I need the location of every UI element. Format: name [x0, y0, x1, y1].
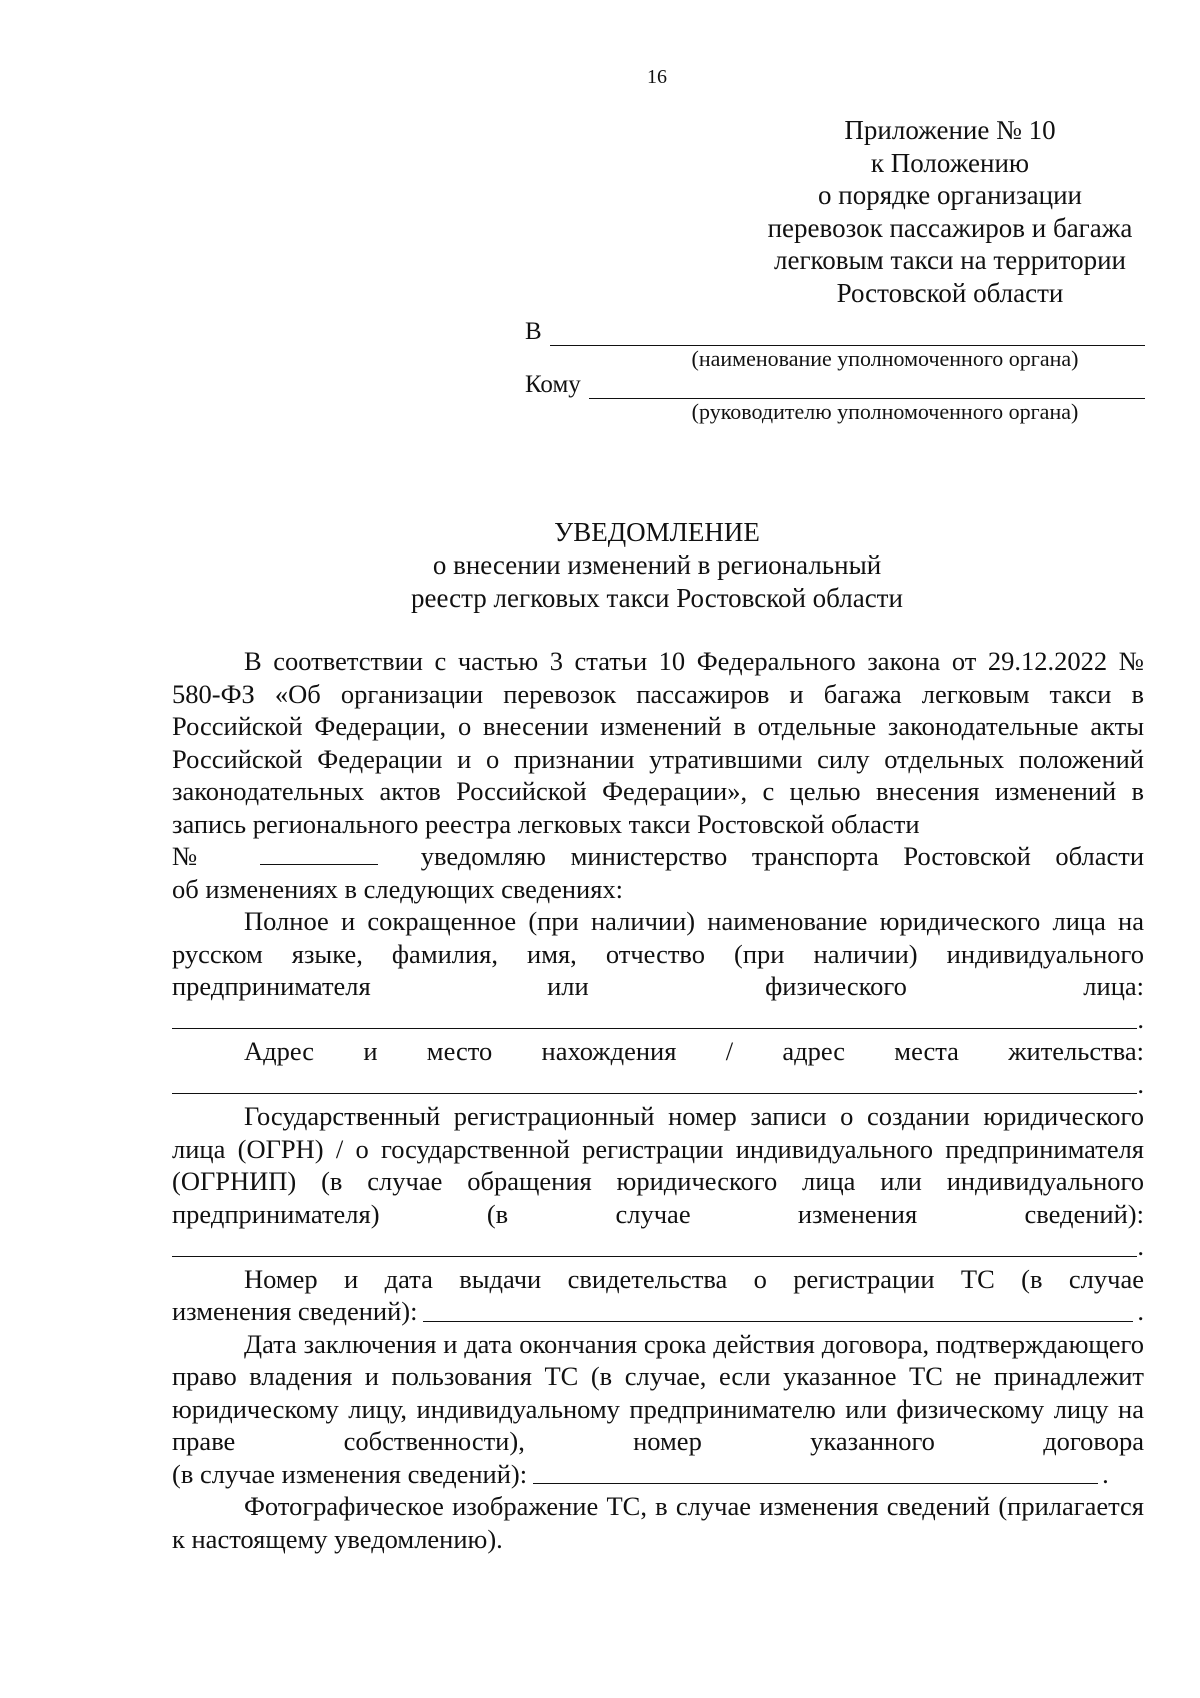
notify-text: уведомляю министерство транспорта Ростовской области: [420, 841, 1145, 871]
document-subtitle: о внесении изменений в региональный: [432, 550, 882, 580]
appendix-line: перевозок пассажиров и багажа: [767, 212, 1133, 243]
appendix-line: о порядке организации: [818, 180, 1082, 210]
paragraph-photo: Фотографическое изображение ТС, в случае изменения сведений (прилагается к настоящему уведомлению).: [172, 1491, 1144, 1554]
addressee-block-whom: [525, 371, 1145, 425]
registration-certificate-line: [172, 1295, 1144, 1328]
number-sign: №: [172, 841, 216, 871]
paragraph-contract: Дата заключения и дата окончания срока действия договора, подтверждающего право владения и пользования ТС (в случае, если указанное ТС не принадлежит юридическому лицу, индивидуальному предпринимателю или физическому лицу на праве собственности), номер указанного договора: [172, 1328, 1144, 1456]
authority-caption: (наименование уполномоченного органа): [691, 346, 1079, 371]
to-label: В: [525, 318, 542, 345]
notice-body: [172, 645, 1144, 1555]
appendix-line: Приложение № 10: [844, 115, 1056, 145]
page-number: 16: [647, 66, 667, 88]
appendix-line: Ростовской области: [836, 277, 1064, 308]
document-title: УВЕДОМЛЕНИЕ: [554, 517, 760, 547]
registry-number-field[interactable]: [260, 864, 378, 865]
paragraph-legal-basis: В соответствии с частью 3 статьи 10 Федерального закона от 29.12.2022 № 580-ФЗ «Об организации перевозок пассажиров и багажа легковым такси в Российской Федерации, о внесении изменений в отдельные законодательные акты Российской Федерации и о признании утратившими силу отдельных положений законодательных актов Российской Федерации», с целью внесения изменений в запись регионального реестра легковых такси Ростовской области: [172, 646, 1144, 839]
addressee-block-to: [525, 318, 1145, 372]
paragraph-ogrn: Государственный регистрационный номер записи о создании юридического лица (ОГРН) / о государственной регистрации индивидуального предпринимателя (ОГРНИП) (в случае обращения юридического лица или индивидуального предпринимателя) (в случае изменения сведений):: [172, 1101, 1144, 1229]
contract-field[interactable]: [533, 1483, 1098, 1484]
address-field[interactable]: [172, 1093, 1137, 1094]
whom-label: Кому: [525, 371, 581, 398]
entity-name-line: [172, 1003, 1144, 1036]
paragraph-entity-name: Полное и сокращенное (при наличии) наименование юридического лица на русском языке, фамилия, имя, отчество (при наличии) индивидуального предпринимателя или физического лица:: [172, 906, 1144, 1001]
period: .: [1137, 1068, 1144, 1099]
registry-number-line: [172, 840, 1144, 873]
paragraph-end: об изменениях в следующих сведениях:: [172, 873, 624, 904]
registration-certificate-field[interactable]: [423, 1321, 1133, 1322]
paragraph-end: (в случае изменения сведений):: [172, 1458, 528, 1489]
period: .: [1137, 1231, 1144, 1261]
document-heading: [0, 516, 1200, 615]
head-caption: (руководителю уполномоченного органа): [691, 399, 1079, 424]
document-subtitle: реестр легковых такси Ростовской области: [411, 583, 903, 613]
authority-name-field[interactable]: [550, 321, 1145, 346]
appendix-line: легковым такси на территории: [773, 245, 1126, 275]
entity-name-field[interactable]: [172, 1028, 1137, 1029]
period: .: [1102, 1458, 1109, 1489]
appendix-line: к Положению: [870, 147, 1030, 178]
contract-line: [172, 1458, 1144, 1491]
head-line: [525, 371, 1145, 399]
appendix-reference: [740, 114, 1160, 309]
address-line: [172, 1068, 1144, 1101]
period: .: [1137, 1296, 1144, 1326]
ogrn-field[interactable]: [172, 1256, 1137, 1257]
authority-head-field[interactable]: [589, 374, 1145, 399]
paragraph-end: изменения сведений):: [172, 1296, 418, 1326]
authority-line: [525, 318, 1145, 346]
paragraph-registration-certificate: Номер и дата выдачи свидетельства о регистрации ТС (в случае: [244, 1263, 1144, 1294]
paragraph-address: Адрес и место нахождения / адрес места жительства:: [244, 1036, 1144, 1066]
ogrn-line: [172, 1230, 1144, 1263]
period: .: [1137, 1003, 1144, 1034]
